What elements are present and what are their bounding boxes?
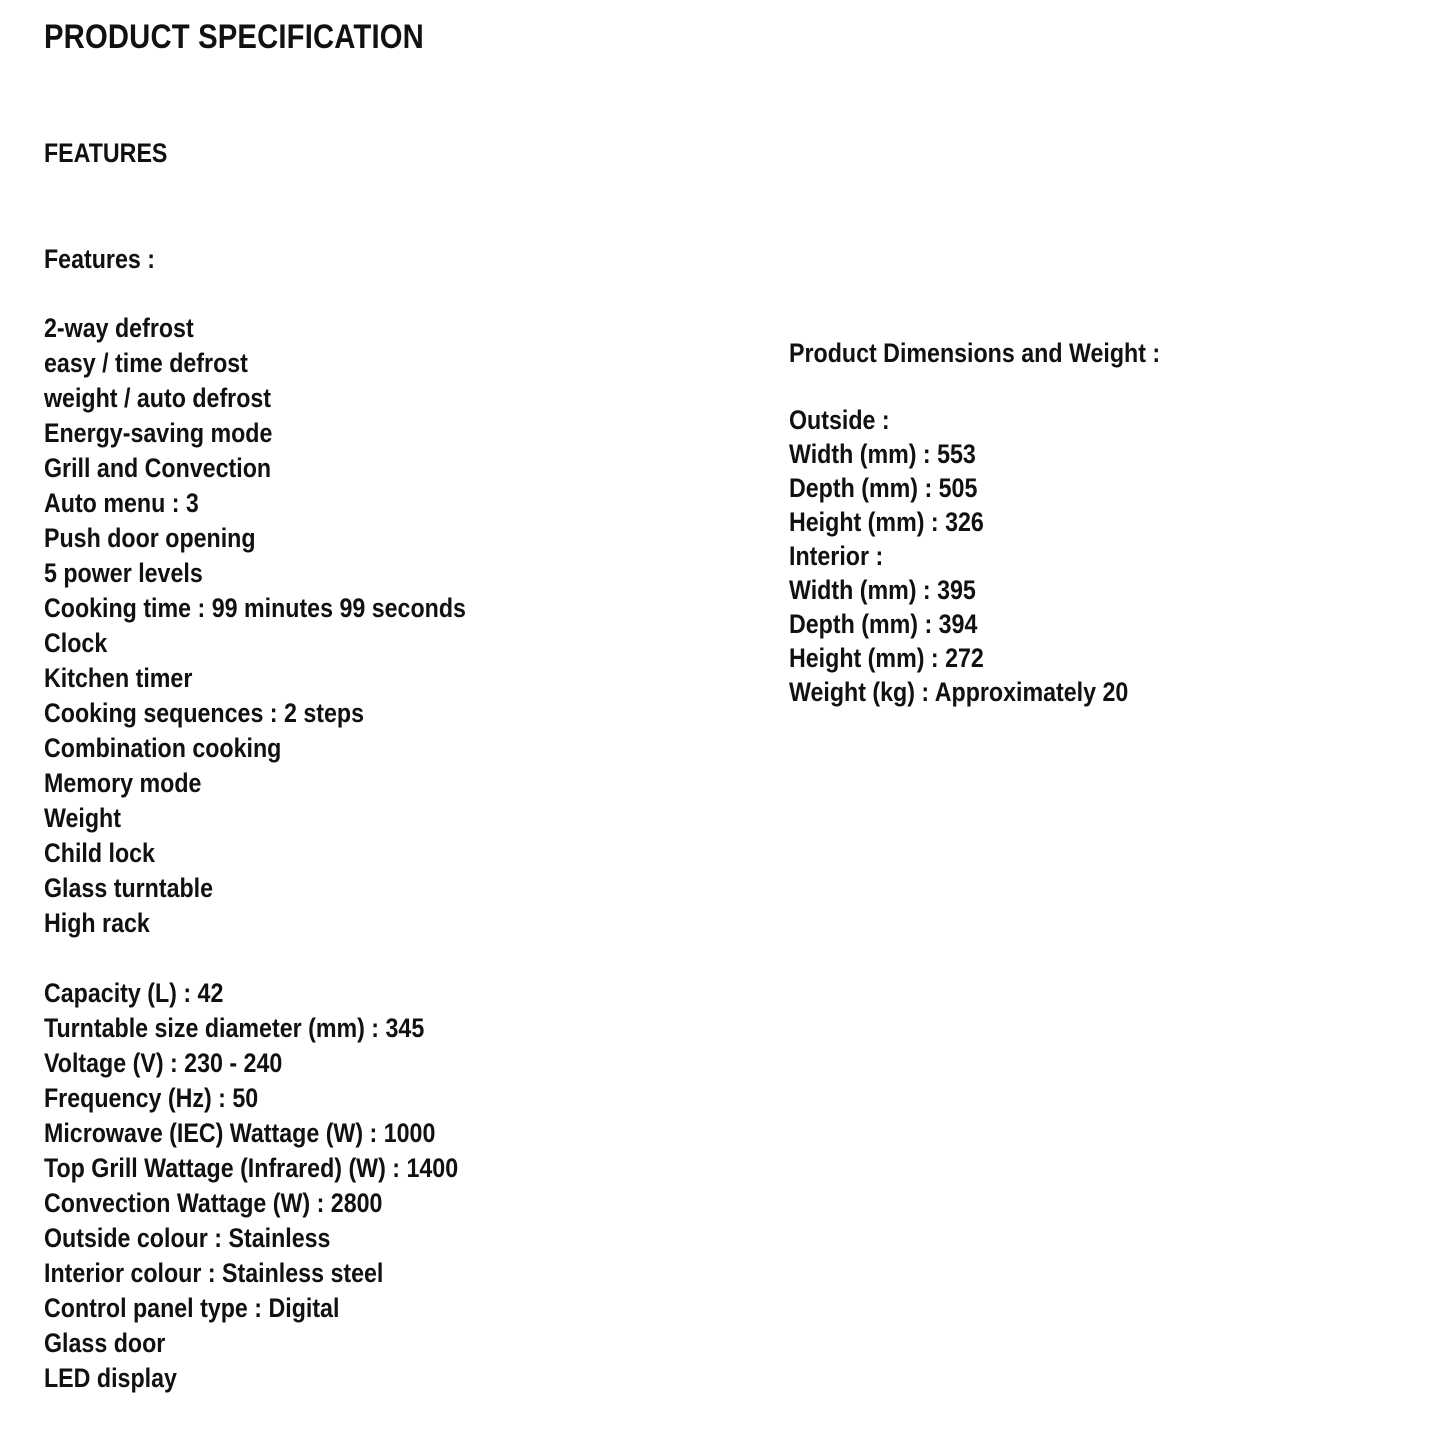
spec-item: Capacity (L) : 42 xyxy=(44,978,224,1008)
spec-item: Voltage (V) : 230 - 240 xyxy=(44,1048,283,1078)
feature-item: easy / time defrost xyxy=(44,348,248,378)
features-list xyxy=(44,311,535,941)
spec-item: Convection Wattage (W) : 2800 xyxy=(44,1188,383,1218)
feature-item: Combination cooking xyxy=(44,733,282,763)
spec-item: Turntable size diameter (mm) : 345 xyxy=(44,1013,425,1043)
features-section-title: FEATURES xyxy=(44,138,168,168)
feature-item: High rack xyxy=(44,908,150,938)
feature-item: Grill and Convection xyxy=(44,453,272,483)
dimension-item: Depth (mm) : 394 xyxy=(789,609,978,639)
feature-item: Auto menu : 3 xyxy=(44,488,199,518)
feature-item: Weight xyxy=(44,803,121,833)
dimension-item: Width (mm) : 553 xyxy=(789,439,976,469)
dimension-item: Weight (kg) : Approximately 20 xyxy=(789,677,1129,707)
dimension-item: Height (mm) : 272 xyxy=(789,643,984,673)
dimension-item: Height (mm) : 326 xyxy=(789,507,984,537)
dimension-item: Depth (mm) : 505 xyxy=(789,473,978,503)
feature-item: Memory mode xyxy=(44,768,202,798)
spec-item: Glass door xyxy=(44,1328,166,1358)
feature-item: Glass turntable xyxy=(44,873,214,903)
feature-item: Energy-saving mode xyxy=(44,418,273,448)
dimensions-list xyxy=(789,403,1184,709)
feature-item: Child lock xyxy=(44,838,155,868)
spec-item: Top Grill Wattage (Infrared) (W) : 1400 xyxy=(44,1153,459,1183)
feature-item: Kitchen timer xyxy=(44,663,193,693)
feature-item: weight / auto defrost xyxy=(44,383,272,413)
dimension-item: Width (mm) : 395 xyxy=(789,575,976,605)
spec-item: Interior colour : Stainless steel xyxy=(44,1258,384,1288)
feature-item: Cooking sequences : 2 steps xyxy=(44,698,365,728)
feature-item: Cooking time : 99 minutes 99 seconds xyxy=(44,593,466,623)
dimension-item: Outside : xyxy=(789,405,890,435)
spec-item: Microwave (IEC) Wattage (W) : 1000 xyxy=(44,1118,436,1148)
page-title: PRODUCT SPECIFICATION xyxy=(44,18,424,56)
feature-item: 2-way defrost xyxy=(44,313,194,343)
feature-item: 5 power levels xyxy=(44,558,203,588)
dimensions-heading: Product Dimensions and Weight : xyxy=(789,338,1161,368)
features-heading-block xyxy=(44,242,173,277)
spec-item: Outside colour : Stainless xyxy=(44,1223,331,1253)
features-heading: Features : xyxy=(44,244,155,274)
feature-item: Push door opening xyxy=(44,523,256,553)
dimension-item: Interior : xyxy=(789,541,884,571)
specifications-list xyxy=(44,976,526,1396)
spec-item: Control panel type : Digital xyxy=(44,1293,340,1323)
feature-item: Clock xyxy=(44,628,108,658)
spec-item: Frequency (Hz) : 50 xyxy=(44,1083,259,1113)
dimensions-heading-block xyxy=(789,336,1221,370)
spec-item: LED display xyxy=(44,1363,177,1393)
